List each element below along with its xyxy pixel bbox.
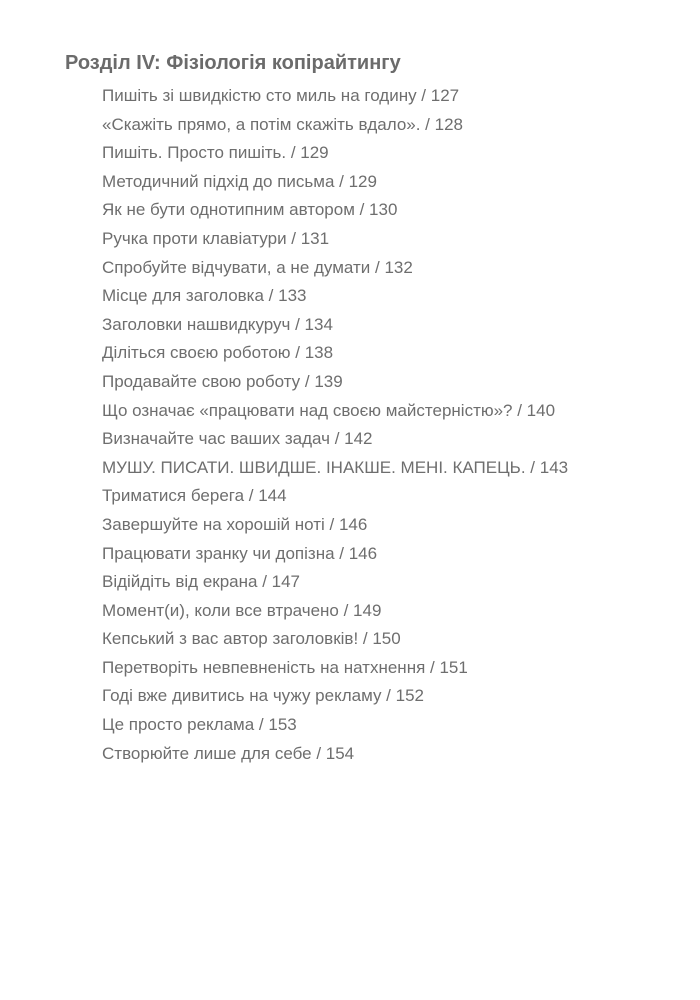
toc-entry: Триматися берега / 144 — [102, 486, 287, 506]
section-title: Розділ IV: Фізіологія копірайтингу — [65, 52, 401, 74]
toc-entry: МУШУ. ПИСАТИ. ШВИДШЕ. ІНАКШЕ. МЕНІ. КАПЕЦЬ. / 143 — [102, 457, 569, 477]
toc-entry: Що означає «працювати над своєю майстерністю»? / 140 — [102, 400, 556, 420]
toc-entry: Заголовки нашвидкуруч / 134 — [102, 314, 333, 334]
toc-entry: Спробуйте відчувати, а не думати / 132 — [102, 257, 413, 277]
toc-entry: Продавайте свою роботу / 139 — [102, 371, 343, 391]
toc-entry: Місце для заголовка / 133 — [102, 286, 307, 306]
toc-entry: Перетворіть невпевненість на натхнення / 151 — [102, 657, 468, 677]
toc-entry: Відійдіть від екрана / 147 — [102, 572, 300, 592]
toc-entry: Пишіть зі швидкістю сто миль на годину / 127 — [102, 86, 460, 105]
toc-entry: Створюйте лише для себе / 154 — [102, 743, 355, 763]
toc-entry: Працювати зранку чи допізна / 146 — [102, 543, 378, 563]
toc-entry: Ручка проти клавіатури / 131 — [102, 228, 330, 248]
table-of-contents — [102, 82, 568, 768]
toc-entry: Як не бути однотипним автором / 130 — [102, 200, 398, 220]
toc-entry: Діліться своєю роботою / 138 — [102, 343, 334, 363]
toc-entry: «Скажіть прямо, а потім скажіть вдало». / 128 — [102, 114, 463, 134]
toc-entry: Методичний підхід до письма / 129 — [102, 171, 377, 191]
toc-entry: Пишіть. Просто пишіть. / 129 — [102, 143, 329, 163]
toc-entry: Момент(и), коли все втрачено / 149 — [102, 600, 382, 620]
toc-entry: Годі вже дивитись на чужу рекламу / 152 — [102, 686, 424, 706]
toc-entry: Визначайте час ваших задач / 142 — [102, 429, 373, 449]
toc-entry: Кепський з вас автор заголовків! / 150 — [102, 629, 401, 649]
toc-entry: Це просто реклама / 153 — [102, 715, 297, 735]
toc-entry: Завершуйте на хорошій ноті / 146 — [102, 514, 368, 534]
